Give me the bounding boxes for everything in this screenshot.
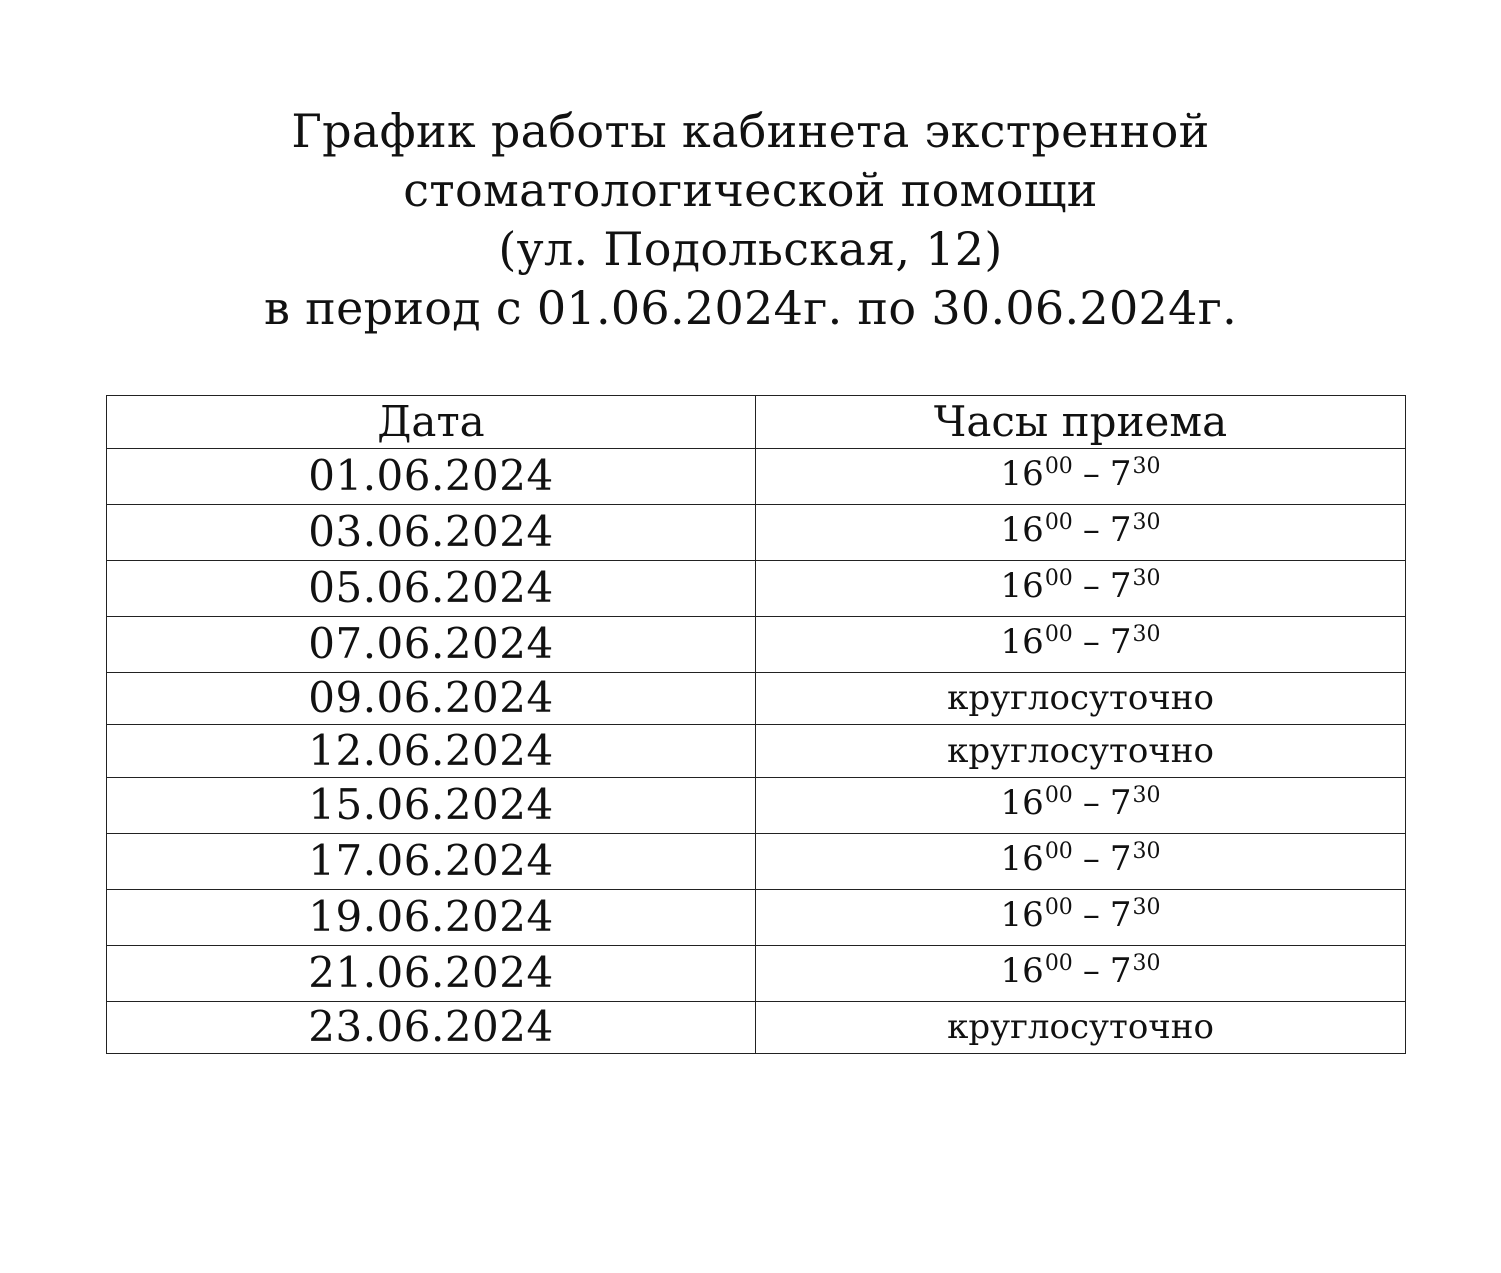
end-hour: 7 bbox=[1109, 782, 1132, 823]
date-cell: 03.06.2024 bbox=[107, 504, 756, 560]
range-dash: – bbox=[1082, 894, 1100, 935]
table-header-row bbox=[107, 396, 1406, 449]
start-hour: 16 bbox=[1000, 453, 1044, 494]
range-dash: – bbox=[1082, 621, 1100, 662]
start-minutes: 00 bbox=[1044, 782, 1073, 808]
table-row bbox=[107, 945, 1406, 1001]
date-cell: 12.06.2024 bbox=[107, 725, 756, 778]
table-row bbox=[107, 725, 1406, 778]
schedule-table bbox=[106, 395, 1406, 1054]
hours-cell bbox=[756, 672, 1406, 725]
end-hour: 7 bbox=[1109, 565, 1132, 606]
document-title bbox=[0, 102, 1501, 338]
date-cell: 09.06.2024 bbox=[107, 672, 756, 725]
range-dash: – bbox=[1082, 838, 1100, 879]
end-hour: 7 bbox=[1109, 838, 1132, 879]
hours-cell bbox=[756, 725, 1406, 778]
start-hour: 16 bbox=[1000, 894, 1044, 935]
start-minutes: 00 bbox=[1044, 565, 1073, 591]
date-cell: 23.06.2024 bbox=[107, 1001, 756, 1054]
start-hour: 16 bbox=[1000, 509, 1044, 550]
start-minutes: 00 bbox=[1044, 509, 1073, 535]
title-line-4: в период с 01.06.2024г. по 30.06.2024г. bbox=[263, 281, 1238, 335]
end-minutes: 30 bbox=[1132, 838, 1161, 864]
hours-cell bbox=[756, 833, 1406, 889]
hours-cell bbox=[756, 945, 1406, 1001]
date-cell: 07.06.2024 bbox=[107, 616, 756, 672]
end-hour: 7 bbox=[1109, 509, 1132, 550]
end-minutes: 30 bbox=[1132, 453, 1161, 479]
start-hour: 16 bbox=[1000, 782, 1044, 823]
table-row bbox=[107, 504, 1406, 560]
table-row bbox=[107, 448, 1406, 504]
hours-cell bbox=[756, 1001, 1406, 1054]
hours-text: круглосуточно bbox=[947, 730, 1214, 771]
hours-cell bbox=[756, 616, 1406, 672]
table-row bbox=[107, 833, 1406, 889]
date-cell: 01.06.2024 bbox=[107, 448, 756, 504]
title-line-2: стоматологической помощи bbox=[403, 163, 1098, 217]
header-hours: Часы приема bbox=[756, 396, 1406, 449]
range-dash: – bbox=[1082, 950, 1100, 991]
hours-cell bbox=[756, 777, 1406, 833]
hours-text: круглосуточно bbox=[947, 1007, 1214, 1048]
title-line-3: (ул. Подольская, 12) bbox=[498, 222, 1003, 276]
date-cell: 05.06.2024 bbox=[107, 560, 756, 616]
date-cell: 19.06.2024 bbox=[107, 889, 756, 945]
date-cell: 15.06.2024 bbox=[107, 777, 756, 833]
table-row bbox=[107, 1001, 1406, 1054]
end-minutes: 30 bbox=[1132, 621, 1161, 647]
start-hour: 16 bbox=[1000, 621, 1044, 662]
end-minutes: 30 bbox=[1132, 782, 1161, 808]
table-row bbox=[107, 560, 1406, 616]
range-dash: – bbox=[1082, 782, 1100, 823]
start-hour: 16 bbox=[1000, 565, 1044, 606]
range-dash: – bbox=[1082, 453, 1100, 494]
range-dash: – bbox=[1082, 509, 1100, 550]
start-minutes: 00 bbox=[1044, 950, 1073, 976]
end-hour: 7 bbox=[1109, 894, 1132, 935]
title-line-1: График работы кабинета экстренной bbox=[291, 104, 1210, 158]
header-date: Дата bbox=[107, 396, 756, 449]
table-row bbox=[107, 889, 1406, 945]
hours-cell bbox=[756, 889, 1406, 945]
hours-cell bbox=[756, 560, 1406, 616]
start-minutes: 00 bbox=[1044, 453, 1073, 479]
hours-cell bbox=[756, 504, 1406, 560]
end-hour: 7 bbox=[1109, 453, 1132, 494]
date-cell: 21.06.2024 bbox=[107, 945, 756, 1001]
table-row bbox=[107, 616, 1406, 672]
start-minutes: 00 bbox=[1044, 894, 1073, 920]
schedule-body bbox=[107, 448, 1406, 1054]
end-minutes: 30 bbox=[1132, 509, 1161, 535]
start-hour: 16 bbox=[1000, 950, 1044, 991]
end-minutes: 30 bbox=[1132, 565, 1161, 591]
range-dash: – bbox=[1082, 565, 1100, 606]
end-minutes: 30 bbox=[1132, 894, 1161, 920]
table-row bbox=[107, 777, 1406, 833]
table-row bbox=[107, 672, 1406, 725]
start-hour: 16 bbox=[1000, 838, 1044, 879]
end-hour: 7 bbox=[1109, 950, 1132, 991]
end-minutes: 30 bbox=[1132, 950, 1161, 976]
hours-cell bbox=[756, 448, 1406, 504]
start-minutes: 00 bbox=[1044, 621, 1073, 647]
end-hour: 7 bbox=[1109, 621, 1132, 662]
date-cell: 17.06.2024 bbox=[107, 833, 756, 889]
start-minutes: 00 bbox=[1044, 838, 1073, 864]
hours-text: круглосуточно bbox=[947, 678, 1214, 719]
